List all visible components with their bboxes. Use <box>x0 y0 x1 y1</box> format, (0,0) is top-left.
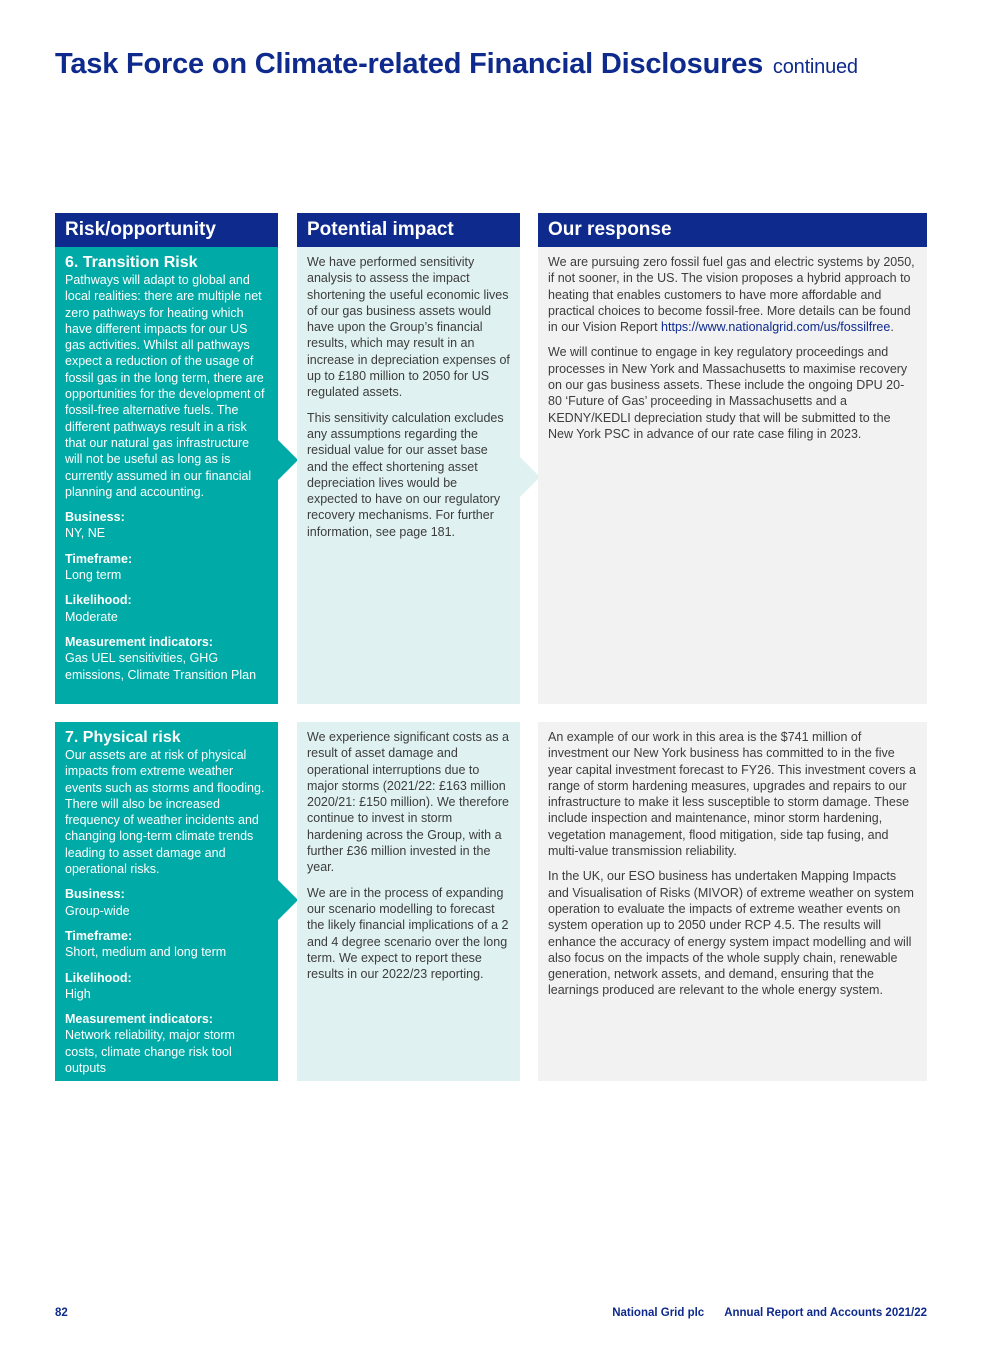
page-title <box>55 48 858 81</box>
impact-paragraph: We are in the process of expanding our scenario modelling to forecast the likely financial implications of a 2 and 4 degree scenario over the long term. We expect to report these results in our 2022/23 reporting. <box>307 885 509 982</box>
page-title-suffix: continued <box>772 56 858 78</box>
timeframe-block <box>65 928 269 961</box>
response-cell-transition <box>538 247 927 704</box>
response-text: We are pursuing zero fossil fuel gas and electric systems by 2050, if not sooner, in the US. The vision proposes a hybrid approach to heating that enables customers to have more affordable and practical choices to become fossil-free. More details can be found in our Vision Report <box>548 255 915 335</box>
impact-paragraph: We experience significant costs as a result of asset damage and operational interruptions due to major storms (2021/22: £163 million 2020/21: £150 million). We therefore continue to invest in storm hardening across the Group, with a further £36 million invested in the year. <box>307 730 509 875</box>
likelihood-label: Likelihood: <box>65 970 132 985</box>
arrow-impact-to-response <box>520 457 540 497</box>
response-cell-physical <box>538 722 927 1081</box>
indicators-value: Gas UEL sensitivities, GHG emissions, Climate Transition Plan <box>65 651 257 682</box>
indicators-block <box>65 634 269 683</box>
timeframe-value: Short, medium and long term <box>65 945 227 960</box>
impact-cell-physical <box>297 722 520 1081</box>
footer-company: National Grid plc <box>612 1307 705 1319</box>
risk-description: Our assets are at risk of physical impacts from extreme weather events such as storms and flooding. There will also be increased frequency of weather incidents and changing long-term climate trends leading to asset damage and operational risks. <box>65 748 265 877</box>
footer-report: Annual Report and Accounts 2021/22 <box>724 1307 927 1319</box>
response-paragraph: An example of our work in this area is the $741 million of investment our New York business has committed to in the five year capital investment forecast to FY26. This investment covers a range of storm hardening measures, upgrades and repairs to our infrastructure to make it less susceptible to storm damage. These include inspection and maintenance, minor storm hardening, vegetation management, flood mitigation, side tap fusing, and multi-value transmission reliability. <box>548 730 916 859</box>
response-paragraph: We will continue to engage in key regulatory proceedings and processes in New York and Massachusetts to maximise recovery on our gas business assets. These include the ongoing DPU 20-80 ‘Future of Gas’ proceeding in Massachusetts and a KEDNY/KEDLI depreciation study that will be submitted to the New York PSC in advance of our rate case filing in 2023. <box>548 345 908 441</box>
business-value: Group-wide <box>65 903 130 918</box>
impact-paragraph: We have performed sensitivity analysis to assess the impact shortening the useful economic lives of our gas business assets would have upon the Group’s financial results, which may result in an increase in depreciation expenses of up to £180 million to 2050 for US regulated assets. <box>307 255 510 400</box>
likelihood-label: Likelihood: <box>65 593 132 608</box>
impact-cell-transition <box>297 247 520 704</box>
indicators-block <box>65 1011 269 1076</box>
business-value: NY, NE <box>65 526 106 541</box>
timeframe-label: Timeframe: <box>65 551 133 566</box>
column-header-risk: Risk/opportunity <box>55 213 278 247</box>
response-paragraph: We are pursuing zero fossil fuel gas and electric systems by 2050, if not sooner, in the US. The vision proposes a hybrid approach to heating that enables customers to have more affordable and practical choices to become fossil-free. More details can be found in our Vision Report https://www.nationalgrid.com/us/fossilfree. <box>548 255 915 335</box>
timeframe-block <box>65 551 269 584</box>
column-header-impact: Potential impact <box>297 213 520 247</box>
risk-title: 6. Transition Risk <box>65 254 198 271</box>
business-label: Business: <box>65 510 125 525</box>
page-title-main: Task Force on Climate-related Financial Disclosures <box>55 48 764 80</box>
timeframe-label: Timeframe: <box>65 928 133 943</box>
footer-publication <box>612 1307 927 1319</box>
likelihood-value: High <box>65 986 91 1001</box>
risk-title: 7. Physical risk <box>65 729 181 746</box>
arrow-risk-to-impact <box>278 880 298 920</box>
vision-report-link[interactable]: https://www.nationalgrid.com/us/fossilfree <box>661 320 891 335</box>
column-header-response: Our response <box>538 213 927 247</box>
page-number: 82 <box>55 1307 68 1319</box>
risk-description: Pathways will adapt to global and local realities: there are multiple net zero pathways for heating which have different impacts for our US gas activities. Whilst all pathways expect a reduction of the usage of fossil gas in the long term, there are opportunities for the development of fossil-free alternative fuels. The different pathways result in a risk that our natural gas infrastructure will not be useful as long as is currently assumed in our financial planning and accounting. <box>65 273 265 499</box>
likelihood-block <box>65 592 269 625</box>
timeframe-value: Long term <box>65 568 122 583</box>
indicators-label: Measurement indicators: <box>65 1012 213 1027</box>
arrow-risk-to-impact <box>278 440 298 480</box>
risk-cell-physical <box>55 722 278 1081</box>
indicators-value: Network reliability, major storm costs, climate change risk tool outputs <box>65 1028 235 1076</box>
risk-cell-transition <box>55 247 278 704</box>
indicators-label: Measurement indicators: <box>65 634 213 649</box>
likelihood-value: Moderate <box>65 609 118 624</box>
business-label: Business: <box>65 887 125 902</box>
business-block <box>65 509 269 542</box>
business-block <box>65 886 269 919</box>
response-paragraph: In the UK, our ESO business has undertaken Mapping Impacts and Visualisation of Risks (MIVOR) of extreme weather on system operation to evaluate the impacts of extreme weather events on system operation up to 2050 under RCP 4.5. The results will enhance the accuracy of energy system impact modelling and will also focus on the impacts of the whole supply chain, renewable generation, network assets, and demand, ensuring that the learnings produced are relevant to the whole energy system. <box>548 869 914 998</box>
impact-paragraph: This sensitivity calculation excludes any assumptions regarding the residual value for our asset base and the effect shortening asset depreciation lives would be expected to have on our regulatory recovery mechanisms. For further information, see page 181. <box>307 410 504 539</box>
likelihood-block <box>65 970 269 1003</box>
